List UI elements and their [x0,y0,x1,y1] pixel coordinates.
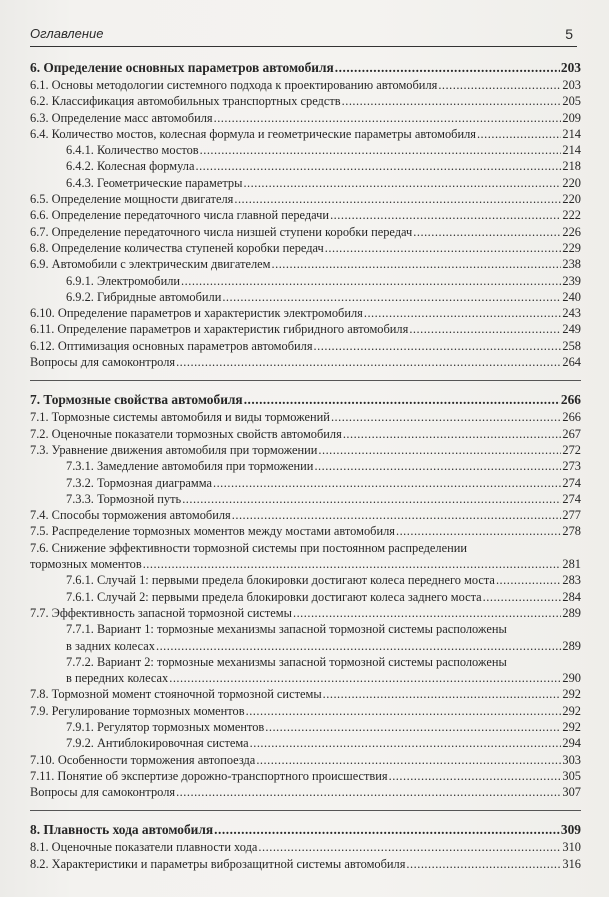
toc-entry[interactable] [30,224,581,240]
toc-entry-title: 6. Определение основных параметров автомобиля [30,60,334,75]
toc-entry-title: 7.9.2. Антиблокировочная система [66,736,249,751]
dot-leader [438,77,561,93]
dot-leader [330,207,561,223]
toc-entry-page: 278 [562,524,581,539]
dot-leader [195,158,561,174]
dot-leader [413,224,561,240]
dot-leader [156,638,561,654]
section-divider [30,380,581,381]
dot-leader [409,321,561,337]
toc-entry-title: 6.4.1. Количество мостов [66,143,199,158]
toc-entry-page: 272 [562,442,581,457]
header-rule [30,46,577,47]
toc-entry-title: 6.4. Количество мостов, колесная формула и геометрические параметры автомобиля [30,126,476,141]
toc-entry-title: 7.10. Особенности торможения автопоезда [30,752,256,767]
toc-entry-title: 7.1. Тормозные системы автомобиля и виды торможений [30,410,330,425]
dot-leader [246,703,562,719]
toc-entry-title: 8.2. Характеристики и параметры виброзащитной системы автомобиля [30,856,406,871]
toc-entry-page: 284 [562,589,581,604]
toc-entry[interactable] [30,409,581,425]
toc-entry-page: 229 [562,240,581,255]
toc-entry[interactable] [30,768,581,784]
toc-entry-title: 8. Плавность хода автомобиля [30,822,214,838]
toc-entry-title: 6.3. Определение масс автомобиля [30,110,213,125]
toc-entry[interactable] [30,240,581,256]
dot-leader [293,605,561,621]
toc-entry-title: 7.3. Уравнение движения автомобиля при торможении [30,442,318,457]
toc-entry[interactable] [30,110,581,126]
toc-entry-title: 7.2. Оценочные показатели тормозных свойств автомобиля [30,426,342,441]
chapter-7 [30,390,581,800]
dot-leader [496,572,561,588]
toc-entry-page: 205 [562,94,581,109]
toc-entry-title: 7.3.2. Тормозная диаграмма [66,475,212,490]
toc-entry[interactable] [30,256,581,272]
toc-entry-title: 6.7. Определение передаточного числа низшей ступени коробки передач [30,224,413,239]
toc-entry-page: 203 [562,78,581,92]
toc-entry-page: 283 [562,573,581,588]
toc-entry-page: 214 [562,143,581,158]
toc-entry-page: 289 [562,605,581,620]
dot-leader [265,719,561,735]
dot-leader [314,458,561,474]
toc-entry[interactable] [30,321,581,337]
toc-entry-page: 239 [562,273,581,288]
toc-entry-page: 203 [560,60,581,75]
toc-entry-title: 6.5. Определение мощности двигателя [30,192,234,207]
toc-entry-title: тормозных моментов [30,557,142,572]
toc-entry-title: 7.3.1. Замедление автомобиля при торможении [66,459,314,474]
toc-entry-title: 8.1. Оценочные показатели плавности хода [30,840,258,855]
dot-leader [318,442,561,458]
dot-leader [176,784,561,800]
toc-entry-title: 7.3.3. Тормозной путь [66,491,182,506]
toc-subentry-wrapped-line[interactable]: 7.7.1. Вариант 1: тормозные механизмы запасной тормозной системы расположены [66,622,507,637]
toc-subentry[interactable] [30,458,581,474]
toc-entry[interactable] [30,856,581,872]
toc-entry[interactable] [30,686,581,702]
dot-leader [213,475,561,491]
toc-entry[interactable] [30,77,581,93]
toc-entry-title: 6.8. Определение количества ступеней коробки передач [30,240,324,255]
dot-leader [181,273,561,289]
toc-entry-page: 266 [562,410,581,425]
dot-leader [323,686,562,702]
toc-subentry[interactable] [30,670,581,686]
toc-entry-title: 6.4.2. Колесная формула [66,159,195,174]
toc-chapter-heading[interactable] [30,58,581,77]
toc-entry-page: 303 [562,752,581,767]
toc-entry-page: 209 [562,110,581,125]
dot-leader [143,556,562,572]
toc-entry-title: 6.6. Определение передаточного числа главной передачи [30,208,330,223]
toc-entry-page: 238 [562,257,581,272]
toc-entry-title: 6.4.3. Геометрические параметры [66,175,243,190]
dot-leader [243,175,561,191]
toc-entry-title: 6.1. Основы методологии системного подхода к проектированию автомобиля [30,78,438,92]
toc-entry-page: 266 [560,392,581,408]
toc-subentry[interactable] [30,491,581,507]
toc-entry-title: 7.5. Распределение тормозных моментов между мостами автомобиля [30,524,395,539]
toc-subentry[interactable] [30,475,581,491]
toc-entry-title: 6.10. Определение параметров и характеристик электромобиля [30,306,363,321]
toc-entry[interactable] [30,93,581,109]
toc-entry-title: Вопросы для самоконтроля [30,355,176,370]
toc-subentry[interactable] [30,572,581,588]
toc-entry-page: 220 [562,175,581,190]
toc-entry-page: 226 [562,224,581,239]
toc-subentry[interactable] [30,175,581,191]
section-divider [30,810,581,811]
toc-entry-page: 294 [562,736,581,751]
toc-entry-page: 214 [562,126,581,141]
dot-leader [364,305,562,321]
dot-leader [406,856,561,872]
toc-entry[interactable] [30,556,581,572]
toc-entry-page: 243 [562,306,581,321]
toc-entry-title: 6.2. Классификация автомобильных транспортных средств [30,94,341,109]
toc-entry-page: 249 [562,322,581,337]
toc-entry-title: 7.7. Эффективность запасной тормозной системы [30,605,292,620]
toc-entry-page: 274 [562,475,581,490]
dot-leader [396,523,561,539]
toc-subentry[interactable] [30,142,581,158]
toc-entry-title: 7.8. Тормозной момент стояночной тормозной системы [30,687,322,702]
toc-entry-page: 281 [562,557,581,572]
chapter-8 [30,820,581,872]
toc-entry-title: 7. Тормозные свойства автомобиля [30,392,243,408]
toc-chapter-heading[interactable] [30,390,581,409]
dot-leader [342,93,562,109]
toc-entry-title: 6.11. Определение параметров и характеристик гибридного автомобиля [30,322,409,337]
header-title: Оглавление [30,26,104,41]
dot-leader [256,752,561,768]
toc-entry-title: в задних колесах [66,638,155,653]
running-header [30,26,581,44]
toc-subentry[interactable] [30,273,581,289]
toc-entry-page: 220 [562,192,581,207]
toc-entry-page: 307 [562,785,581,800]
toc-entry-page: 258 [562,338,581,353]
toc-entry-page: 292 [562,687,581,702]
toc-entry[interactable] [30,605,581,621]
toc-entry-page: 267 [562,426,581,441]
header-page-number: 5 [565,26,573,42]
toc-entry-title: 6.12. Оптимизация основных параметров автомобиля [30,338,313,353]
toc-entry-title: 6.9.2. Гибридные автомобили [66,289,222,304]
dot-leader [182,491,561,507]
dot-leader [335,58,560,77]
toc-entry[interactable] [30,703,581,719]
toc-entry[interactable] [30,354,581,370]
dot-leader [250,735,562,751]
toc-entry-page: 292 [562,703,581,718]
toc-entry-wrapped-line[interactable]: 7.6. Снижение эффективности тормозной системы при постоянном распределении [30,540,467,555]
toc-entry-title: 7.6.1. Случай 1: первыми предела блокировки достигают колеса переднего моста [66,573,495,588]
toc-entry-page: 277 [562,508,581,523]
toc-entry-title: в передних колесах [66,671,169,686]
dot-leader [314,338,562,354]
toc-subentry[interactable] [30,589,581,605]
toc-entry-page: 222 [562,208,581,223]
toc-entry-page: 264 [562,355,581,370]
toc-entry-page: 240 [562,289,581,304]
dot-leader [200,142,562,158]
dot-leader [477,126,561,142]
toc-entry[interactable] [30,507,581,523]
dot-leader [331,409,561,425]
toc-entry[interactable] [30,442,581,458]
toc-entry[interactable] [30,784,581,800]
toc-entry[interactable] [30,523,581,539]
toc-subentry-wrapped-line[interactable]: 7.7.2. Вариант 2: тормозные механизмы запасной тормозной системы расположены [66,654,507,669]
dot-leader [325,240,562,256]
dot-leader [244,390,560,409]
toc-entry[interactable] [30,191,581,207]
toc-subentry[interactable] [30,735,581,751]
toc-subentry[interactable] [30,719,581,735]
toc-entry-title: 6.9. Автомобили с электрическим двигателем [30,257,271,272]
dot-leader [232,507,562,523]
toc-entry[interactable] [30,839,581,855]
toc-entry-title: 7.6.1. Случай 2: первыми предела блокировки достигают колеса заднего моста [66,589,482,604]
toc-entry[interactable] [30,426,581,442]
table-of-contents [30,58,581,882]
toc-entry-page: 290 [562,671,581,686]
toc-entry-page: 292 [562,719,581,734]
toc-entry-page: 316 [562,856,581,871]
toc-entry-page: 274 [562,491,581,506]
toc-entry-title: Вопросы для самоконтроля [30,785,176,800]
toc-entry-title: 7.9. Регулирование тормозных моментов [30,703,245,718]
chapter-6 [30,58,581,370]
toc-chapter-heading[interactable] [30,820,581,839]
dot-leader [389,768,562,784]
toc-entry-title: 7.11. Понятие об экспертизе дорожно-транспортного происшествия [30,768,388,783]
toc-entry[interactable] [30,207,581,223]
toc-entry-page: 309 [560,822,581,838]
toc-entry[interactable] [30,752,581,768]
dot-leader [272,256,562,272]
dot-leader [222,289,561,305]
dot-leader [343,426,562,442]
toc-subentry[interactable] [30,638,581,654]
toc-entry-page: 273 [562,459,581,474]
dot-leader [214,820,560,839]
toc-entry[interactable] [30,126,581,142]
toc-entry-page: 218 [562,159,581,174]
dot-leader [234,191,561,207]
toc-entry-title: 7.9.1. Регулятор тормозных моментов [66,719,265,734]
dot-leader [258,839,561,855]
dot-leader [169,670,561,686]
toc-subentry[interactable] [30,158,581,174]
toc-entry[interactable] [30,338,581,354]
dot-leader [176,354,561,370]
toc-entry[interactable] [30,305,581,321]
dot-leader [483,589,562,605]
toc-entry-title: 6.9.1. Электромобили [66,273,181,288]
toc-entry-page: 305 [562,768,581,783]
toc-entry-page: 310 [562,840,581,855]
toc-entry-page: 289 [562,638,581,653]
toc-entry-title: 7.4. Способы торможения автомобиля [30,508,231,523]
toc-subentry[interactable] [30,289,581,305]
dot-leader [214,110,562,126]
